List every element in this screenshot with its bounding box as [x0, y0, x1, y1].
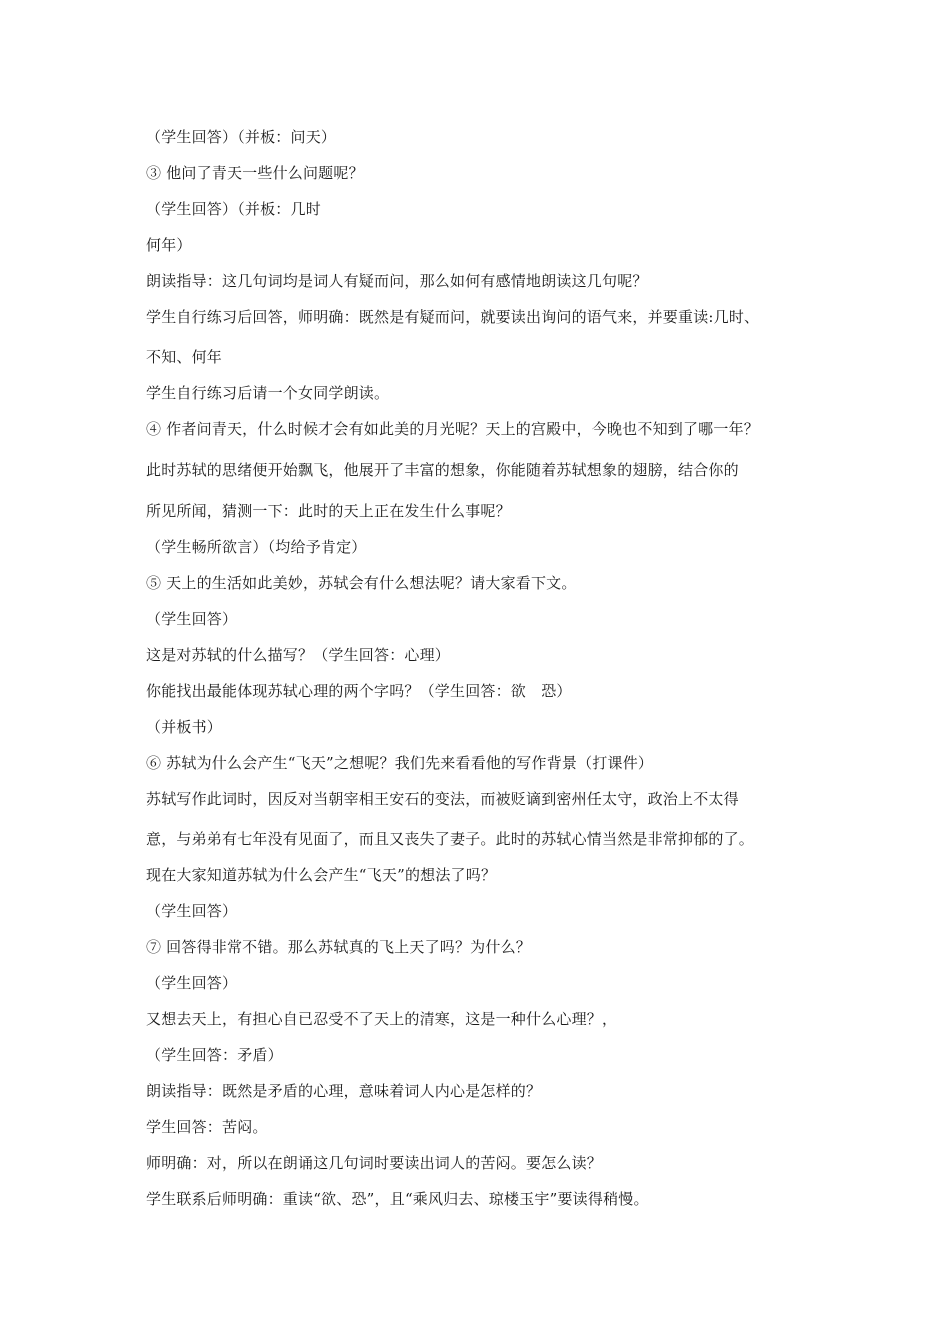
text-line: ⑦ 回答得非常不错。那么苏轼真的飞上天了吗？为什么？ [146, 938, 531, 956]
text-line: ④ 作者问青天，什么时候才会有如此美的月光呢？天上的宫殿中，今晚也不知到了哪一年？ [146, 420, 759, 438]
text-line: （学生回答） [146, 610, 238, 628]
text-line: 所见所闻，猜测一下：此时的天上正在发生什么事呢？ [146, 502, 511, 520]
text-line: 学生联系后师明确：重读“欲、恐”，且“乘风归去、琼楼玉宇”要读得稍慢。 [146, 1190, 649, 1208]
text-line: 朗读指导：这几句词均是词人有疑而问，那么如何有感情地朗读这几句呢？ [146, 272, 648, 290]
text-line: ⑤ 天上的生活如此美妙，苏轼会有什么想法呢？请大家看下文。 [146, 574, 577, 592]
text-line: （学生回答） [146, 974, 238, 992]
text-line: 现在大家知道苏轼为什么会产生“飞天”的想法了吗？ [146, 866, 497, 884]
text-line: ③ 他问了青天一些什么问题呢？ [146, 164, 364, 182]
text-line: 你能找出最能体现苏轼心理的两个字吗？（学生回答：欲 恐） [146, 682, 572, 700]
text-line: 此时苏轼的思绪便开始飘飞，他展开了丰富的想象，你能随着苏轼想象的翅膀，结合你的 [146, 461, 739, 479]
text-line: （并板书） [146, 718, 223, 736]
text-line: （学生回答：矛盾） [146, 1046, 283, 1064]
text-line: ⑥ 苏轼为什么会产生“飞天”之想呢？我们先来看看他的写作背景（打课件） [146, 754, 654, 772]
text-line: 学生自行练习后回答，师明确：既然是有疑而问，就要读出询问的语气来，并要重读:几时、 [146, 308, 760, 326]
text-line: 这是对苏轼的什么描写？（学生回答：心理） [146, 646, 451, 664]
text-line: 师明确：对，所以在朗诵这几句词时要读出词人的苦闷。要怎么读？ [146, 1154, 603, 1172]
text-line: 意，与弟弟有七年没有见面了，而且又丧失了妻子。此时的苏轼心情当然是非常抑郁的了。 [146, 830, 755, 848]
text-line: 又想去天上，有担心自已忍受不了天上的清寒，这是一种什么心理？， [146, 1010, 618, 1028]
text-line: 不知、何年 [146, 348, 223, 366]
text-line: 苏轼写作此词时，因反对当朝宰相王安石的变法，而被贬谪到密州任太守，政治上不太得 [146, 790, 739, 808]
text-line: （学生回答） [146, 902, 238, 920]
text-line: 学生回答：苦闷。 [146, 1118, 268, 1136]
text-line: （学生回答）（并板：问天） [146, 128, 337, 146]
text-line: （学生畅所欲言）（均给予肯定） [146, 538, 367, 556]
text-line: 学生自行练习后请一个女同学朗读。 [146, 384, 390, 402]
text-line: （学生回答）（并板：几时 [146, 200, 321, 218]
text-line: 朗读指导：既然是矛盾的心理，意味着词人内心是怎样的？ [146, 1082, 542, 1100]
text-line: 何年） [146, 236, 192, 254]
